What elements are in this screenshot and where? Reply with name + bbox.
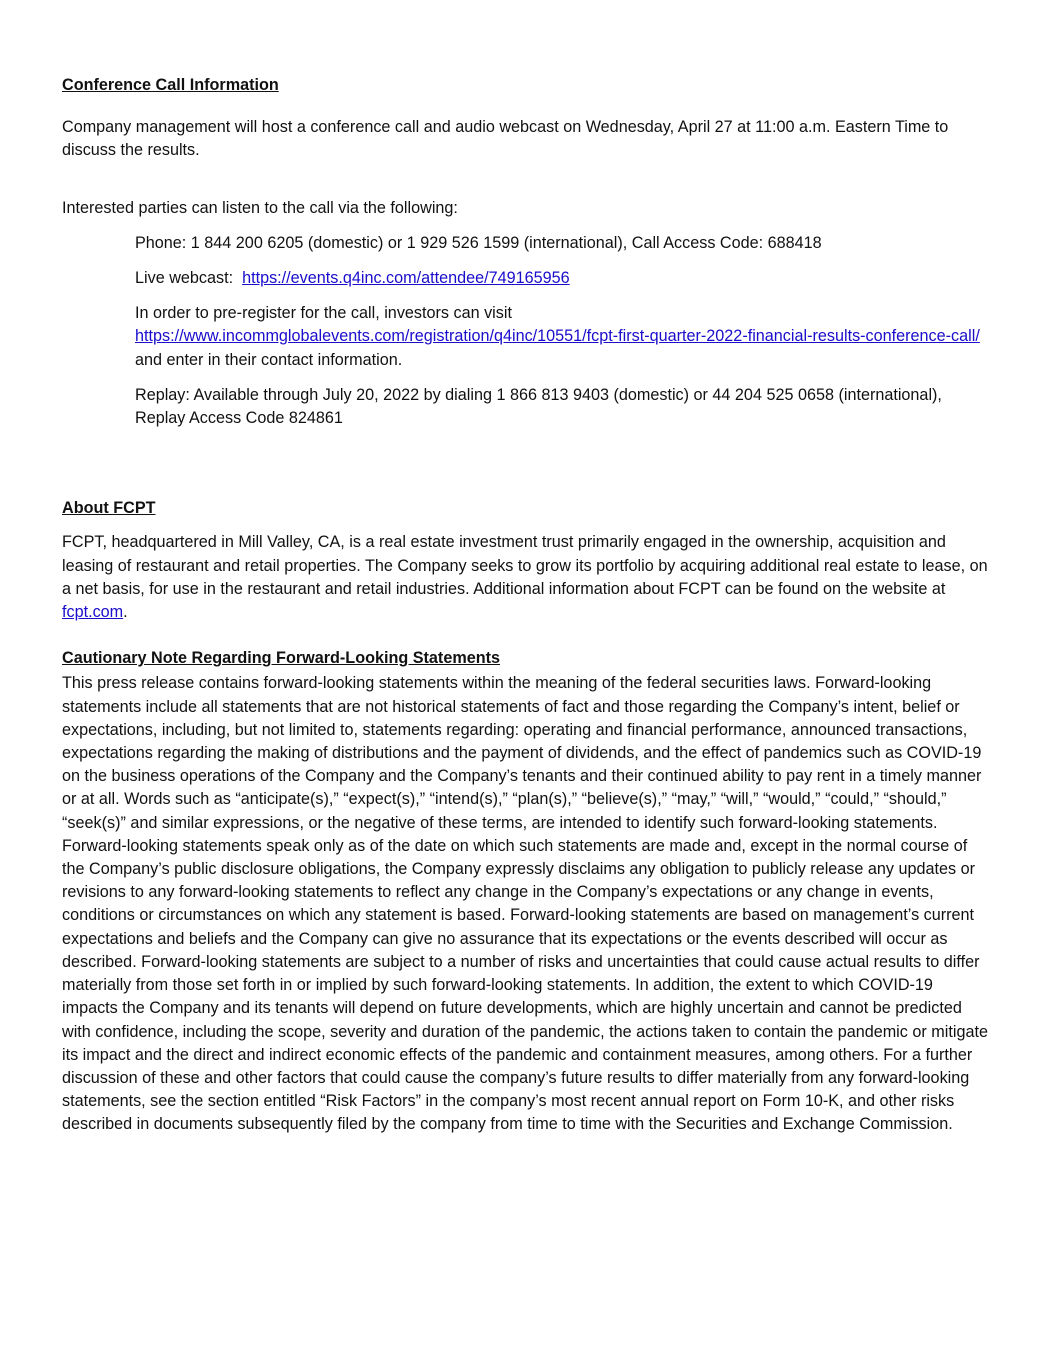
about-text: FCPT, headquartered in Mill Valley, CA, is a real estate investment trust primarily engaged in the ownership, acquisition and leasing of restaurant and retail properties. The Company seeks to grow its portfolio by acquiring additional real estate to lease, on a net basis, for use in the restaurant and retail industries. Additional information about FCPT can be found on the website at — [62, 533, 988, 598]
preregister-info — [135, 302, 992, 372]
webcast-link[interactable]: https://events.q4inc.com/attendee/749165956 — [242, 269, 570, 288]
fcpt-website-link[interactable]: fcpt.com — [62, 603, 124, 622]
preregister-suffix: and enter in their contact information. — [135, 350, 403, 369]
conference-call-heading: Conference Call Information — [62, 76, 279, 94]
webcast-label: Live webcast: — [135, 269, 234, 288]
about-period: . — [123, 603, 128, 622]
preregister-text: In order to pre-register for the call, investors can visit — [135, 304, 512, 323]
document-page — [62, 74, 992, 1137]
preregister-link[interactable]: https://www.incommglobalevents.com/registration/q4inc/10551/fcpt-first-quarter-2022-financial-results-conference-call/ — [135, 327, 980, 346]
about-body — [62, 531, 992, 624]
conference-call-intro: Company management will host a conference call and audio webcast on Wednesday, April 27 at 11:00 a.m. Eastern Time to discuss the results. — [62, 118, 949, 160]
webcast-info — [135, 267, 992, 290]
about-heading: About FCPT — [62, 499, 156, 518]
phone-info: Phone: 1 844 200 6205 (domestic) or 1 929 526 1599 (international), Call Access Code: 688418 — [135, 233, 822, 252]
cautionary-note-heading: Cautionary Note Regarding Forward-Looking Statements — [62, 649, 501, 668]
cautionary-note-body: This press release contains forward-looking statements within the meaning of the federal securities laws. Forward-looking statements include all statements that are not historical statements of fact and those regarding the Company’s intent, belief or expectations, including, but not limited to, statements regarding: operating and financial performance, announced transactions, expectations regarding the making of distributions and the payment of dividends, and the effect of pandemics such as COVID-19 on the business operations of the Company and the Company’s tenants and their continued ability to pay rent in a timely manner or at all. Words such as “anticipate(s),” “expect(s),” “intend(s),” “plan(s),” “believe(s),” “may,” “will,” “would,” “could,” “should,” “seek(s)” and similar expressions, or the negative of these terms, are intended to identify such forward-looking statements. Forward-looking statements speak only as of the date on which such statements are made and, except in the normal course of the Company’s public disclosure obligations, the Company expressly disclaims any obligation to publicly release any updates or revisions to any forward-looking statements to reflect any change in the Company’s expectations or any change in events, conditions or circumstances on which any statement is based. Forward-looking statements are based on management’s current expectations and beliefs and the Company can give no assurance that its expectations or the events described will occur as described. Forward-looking statements are subject to a number of risks and uncertainties that could cause actual results to differ materially from those set forth in or implied by such forward-looking statements. In addition, the extent to which COVID-19 impacts the Company and its tenants will depend on future developments, which are highly uncertain and cannot be predicted with confidence, including the scope, severity and duration of the pandemic, the actions taken to contain the pandemic or mitigate its impact and the direct and indirect economic effects of the pandemic and containment measures, among others. For a further discussion of these and other factors that could cause the company’s future results to differ materially from any forward-looking statements, see the section entitled “Risk Factors” in the company’s most recent annual report on Form 10-K, and other risks described in documents subsequently filed by the company from time to time with the Securities and Exchange Commission. — [62, 674, 988, 1134]
listen-instructions: Interested parties can listen to the call via the following: — [62, 198, 458, 217]
replay-info: Replay: Available through July 20, 2022 by dialing 1 866 813 9403 (domestic) or 44 204 525 0658 (international), Replay Access Code 824861 — [135, 385, 942, 428]
